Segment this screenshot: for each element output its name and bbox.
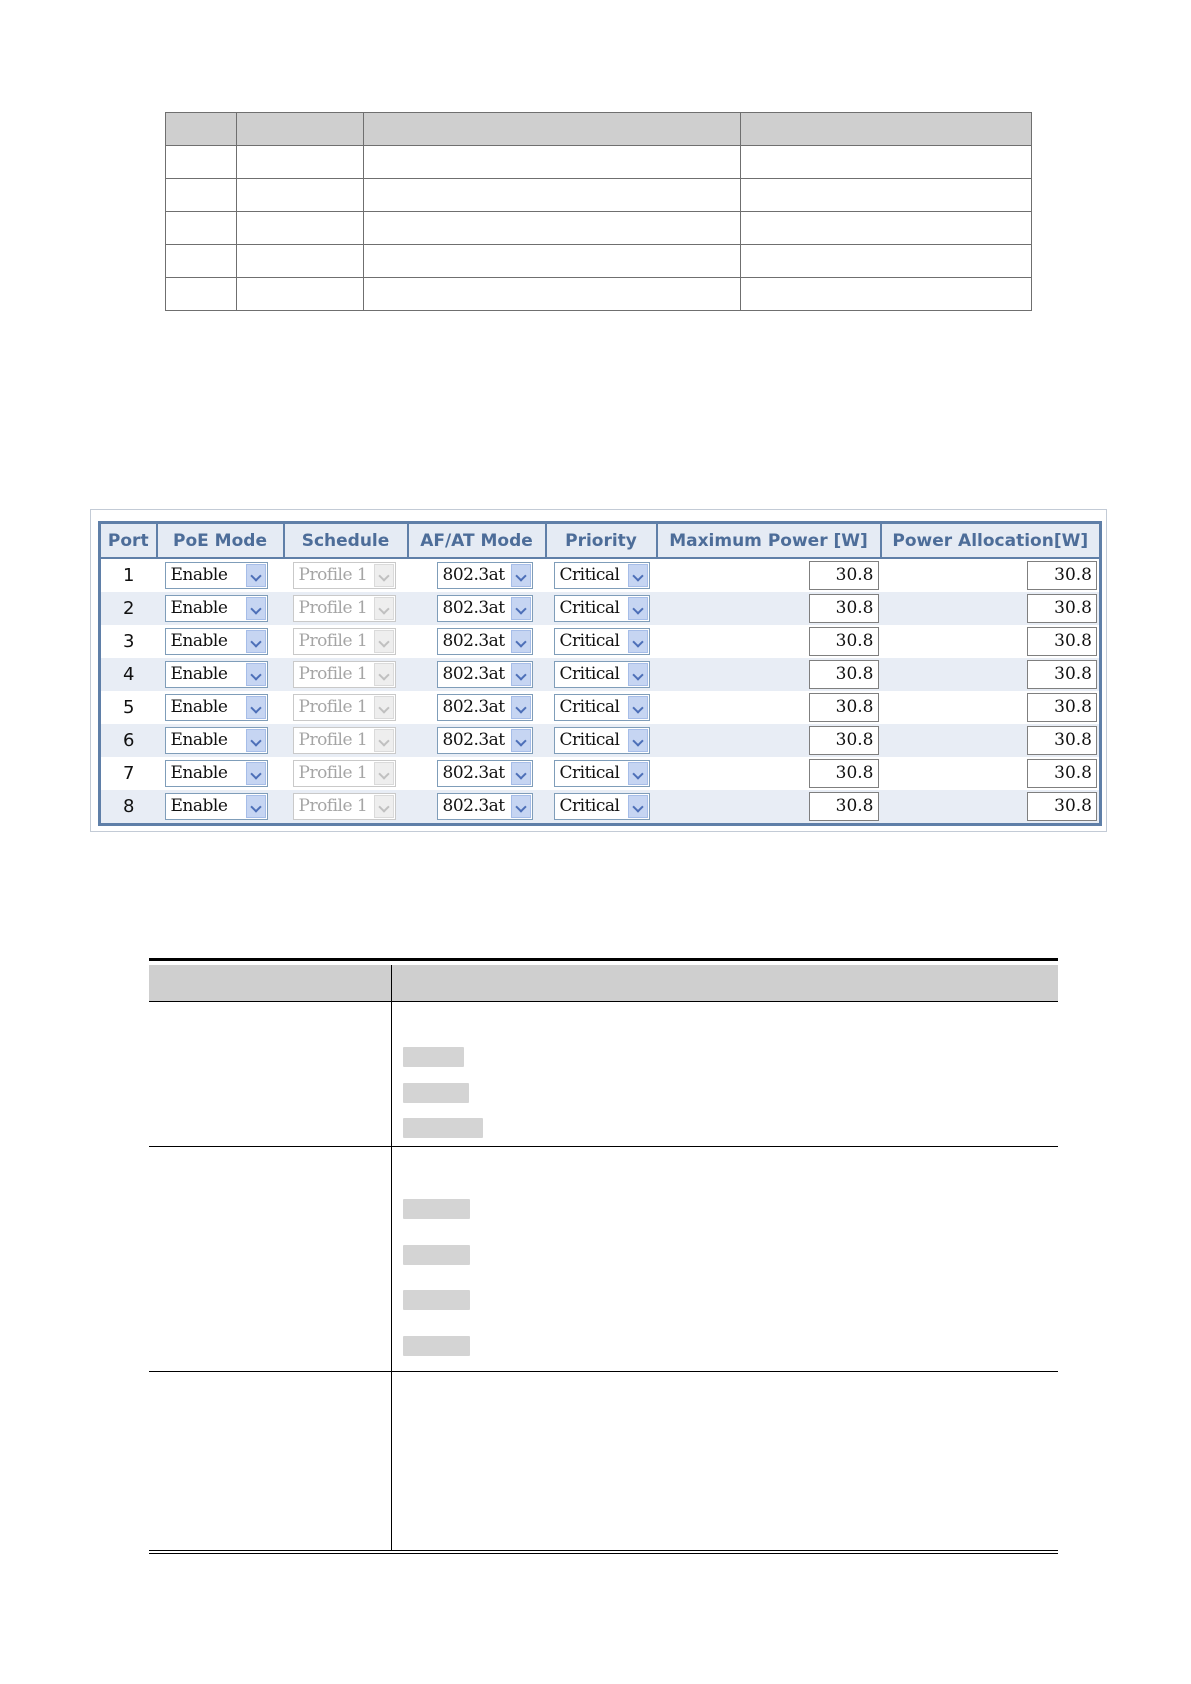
poe-mode-value: Enable — [170, 730, 228, 750]
chevron-down-icon — [628, 630, 648, 653]
table-bottom-rule — [149, 1550, 1058, 1551]
afat-mode-select[interactable] — [437, 694, 533, 721]
chevron-down-icon — [628, 663, 648, 686]
chevron-down-icon — [246, 564, 266, 587]
priority-value: Critical — [559, 598, 620, 618]
chevron-down-icon — [246, 630, 266, 653]
max-power-input[interactable]: 30.8 — [809, 693, 879, 722]
row-divider — [149, 1001, 1058, 1002]
option-chip — [403, 1336, 470, 1356]
power-allocation-input[interactable]: 30.8 — [1027, 561, 1097, 590]
priority-value: Critical — [559, 697, 620, 717]
table-row — [166, 278, 1032, 311]
max-power-input[interactable]: 30.8 — [809, 759, 879, 788]
chevron-down-icon — [374, 630, 394, 653]
priority-value: Critical — [559, 730, 620, 750]
table-row — [100, 757, 1101, 790]
chevron-down-icon — [511, 795, 531, 818]
afat-mode-value: 802.3at — [442, 664, 505, 684]
table-row — [100, 592, 1101, 625]
priority-select[interactable] — [554, 793, 650, 820]
max-power-input[interactable]: 30.8 — [809, 561, 879, 590]
poe-mode-select[interactable] — [165, 628, 268, 655]
schedule-value: Profile 1 — [298, 631, 368, 651]
poe-mode-value: Enable — [170, 697, 228, 717]
option-chip — [403, 1245, 470, 1265]
afat-mode-select[interactable] — [437, 661, 533, 688]
option-chip — [403, 1083, 469, 1103]
max-power-input[interactable]: 30.8 — [809, 594, 879, 623]
header-schedule: Schedule — [284, 523, 408, 559]
schedule-value: Profile 1 — [298, 664, 368, 684]
priority-select[interactable] — [554, 562, 650, 589]
chevron-down-icon — [511, 564, 531, 587]
poe-mode-select[interactable] — [165, 562, 268, 589]
table-row — [100, 658, 1101, 691]
chevron-down-icon — [246, 663, 266, 686]
poe-port-config-table — [98, 521, 1102, 826]
afat-mode-value: 802.3at — [442, 598, 505, 618]
afat-mode-select[interactable] — [437, 727, 533, 754]
poe-mode-value: Enable — [170, 631, 228, 651]
afat-mode-value: 802.3at — [442, 730, 505, 750]
chevron-down-icon — [246, 696, 266, 719]
header-port: Port — [100, 523, 157, 559]
afat-mode-value: 802.3at — [442, 697, 505, 717]
schedule-select — [293, 562, 396, 589]
chevron-down-icon — [511, 762, 531, 785]
priority-select[interactable] — [554, 694, 650, 721]
table-row — [166, 146, 1032, 179]
max-power-input[interactable]: 30.8 — [809, 792, 879, 821]
port-number: 7 — [100, 757, 157, 790]
power-allocation-input[interactable]: 30.8 — [1027, 594, 1097, 623]
chevron-down-icon — [246, 729, 266, 752]
max-power-input[interactable]: 30.8 — [809, 627, 879, 656]
poe-mode-select[interactable] — [165, 727, 268, 754]
chevron-down-icon — [511, 630, 531, 653]
header-max-power: Maximum Power [W] — [657, 523, 881, 559]
option-chip — [403, 1290, 470, 1310]
poe-table-header — [100, 523, 1101, 559]
schedule-select — [293, 661, 396, 688]
power-allocation-input[interactable]: 30.8 — [1027, 759, 1097, 788]
priority-value: Critical — [559, 763, 620, 783]
priority-value: Critical — [559, 565, 620, 585]
chevron-down-icon — [374, 729, 394, 752]
chevron-down-icon — [628, 564, 648, 587]
header-priority: Priority — [546, 523, 657, 559]
max-power-input[interactable]: 30.8 — [809, 660, 879, 689]
class-table — [165, 112, 1032, 311]
port-number: 4 — [100, 658, 157, 691]
row-divider — [149, 1371, 1058, 1372]
chevron-down-icon — [628, 696, 648, 719]
option-chip — [403, 1118, 483, 1138]
header-poe-mode: PoE Mode — [157, 523, 284, 559]
poe-mode-select[interactable] — [165, 694, 268, 721]
table-row — [100, 691, 1101, 724]
chevron-down-icon — [246, 762, 266, 785]
table-top-rule — [149, 958, 1058, 961]
poe-mode-value: Enable — [170, 565, 228, 585]
chevron-down-icon — [628, 597, 648, 620]
poe-mode-select[interactable] — [165, 661, 268, 688]
schedule-value: Profile 1 — [298, 565, 368, 585]
parameter-description-table — [149, 958, 1058, 1555]
max-power-input[interactable]: 30.8 — [809, 726, 879, 755]
schedule-select — [293, 694, 396, 721]
chevron-down-icon — [374, 795, 394, 818]
table-row — [100, 790, 1101, 825]
poe-port-config-panel — [90, 509, 1107, 832]
schedule-value: Profile 1 — [298, 697, 368, 717]
priority-select[interactable] — [554, 595, 650, 622]
header-power-allocation: Power Allocation[W] — [881, 523, 1101, 559]
chevron-down-icon — [511, 663, 531, 686]
priority-select[interactable] — [554, 628, 650, 655]
chevron-down-icon — [511, 597, 531, 620]
schedule-select — [293, 628, 396, 655]
chevron-down-icon — [628, 729, 648, 752]
chevron-down-icon — [246, 795, 266, 818]
table-row — [166, 212, 1032, 245]
priority-select[interactable] — [554, 661, 650, 688]
schedule-value: Profile 1 — [298, 730, 368, 750]
afat-mode-select[interactable] — [437, 595, 533, 622]
chevron-down-icon — [374, 762, 394, 785]
chevron-down-icon — [246, 597, 266, 620]
chevron-down-icon — [374, 663, 394, 686]
poe-mode-value: Enable — [170, 598, 228, 618]
power-allocation-input[interactable]: 30.8 — [1027, 726, 1097, 755]
table-row — [100, 625, 1101, 658]
afat-mode-select[interactable] — [437, 628, 533, 655]
afat-mode-value: 802.3at — [442, 631, 505, 651]
port-number: 8 — [100, 790, 157, 825]
header-afat-mode: AF/AT Mode — [408, 523, 546, 559]
table-row — [100, 724, 1101, 757]
chevron-down-icon — [374, 597, 394, 620]
priority-select[interactable] — [554, 760, 650, 787]
power-allocation-input[interactable]: 30.8 — [1027, 627, 1097, 656]
chevron-down-icon — [628, 795, 648, 818]
row-divider — [149, 1146, 1058, 1147]
priority-select[interactable] — [554, 727, 650, 754]
schedule-value: Profile 1 — [298, 796, 368, 816]
port-number: 6 — [100, 724, 157, 757]
power-allocation-input[interactable]: 30.8 — [1027, 660, 1097, 689]
table-bottom-rule — [149, 1553, 1058, 1554]
priority-value: Critical — [559, 631, 620, 651]
afat-mode-select[interactable] — [437, 562, 533, 589]
class-table-header — [166, 113, 1032, 146]
afat-mode-value: 802.3at — [442, 763, 505, 783]
description-table-header — [149, 965, 1058, 1001]
chevron-down-icon — [374, 696, 394, 719]
chevron-down-icon — [628, 762, 648, 785]
power-allocation-input[interactable]: 30.8 — [1027, 792, 1097, 821]
chevron-down-icon — [374, 564, 394, 587]
afat-mode-value: 802.3at — [442, 565, 505, 585]
poe-mode-select[interactable] — [165, 760, 268, 787]
schedule-select — [293, 727, 396, 754]
port-number: 5 — [100, 691, 157, 724]
chevron-down-icon — [511, 729, 531, 752]
option-chip — [403, 1047, 464, 1067]
port-number: 3 — [100, 625, 157, 658]
column-divider — [391, 965, 392, 1551]
schedule-value: Profile 1 — [298, 763, 368, 783]
table-row — [166, 245, 1032, 278]
port-number: 2 — [100, 592, 157, 625]
schedule-select — [293, 793, 396, 820]
chevron-down-icon — [511, 696, 531, 719]
poe-mode-select[interactable] — [165, 793, 268, 820]
poe-mode-value: Enable — [170, 796, 228, 816]
poe-mode-value: Enable — [170, 664, 228, 684]
poe-mode-value: Enable — [170, 763, 228, 783]
afat-mode-select[interactable] — [437, 760, 533, 787]
table-row — [166, 179, 1032, 212]
power-allocation-input[interactable]: 30.8 — [1027, 693, 1097, 722]
schedule-select — [293, 760, 396, 787]
poe-mode-select[interactable] — [165, 595, 268, 622]
option-chip — [403, 1199, 470, 1219]
schedule-value: Profile 1 — [298, 598, 368, 618]
afat-mode-select[interactable] — [437, 793, 533, 820]
afat-mode-value: 802.3at — [442, 796, 505, 816]
table-row — [100, 558, 1101, 592]
priority-value: Critical — [559, 796, 620, 816]
schedule-select — [293, 595, 396, 622]
priority-value: Critical — [559, 664, 620, 684]
port-number: 1 — [100, 558, 157, 592]
